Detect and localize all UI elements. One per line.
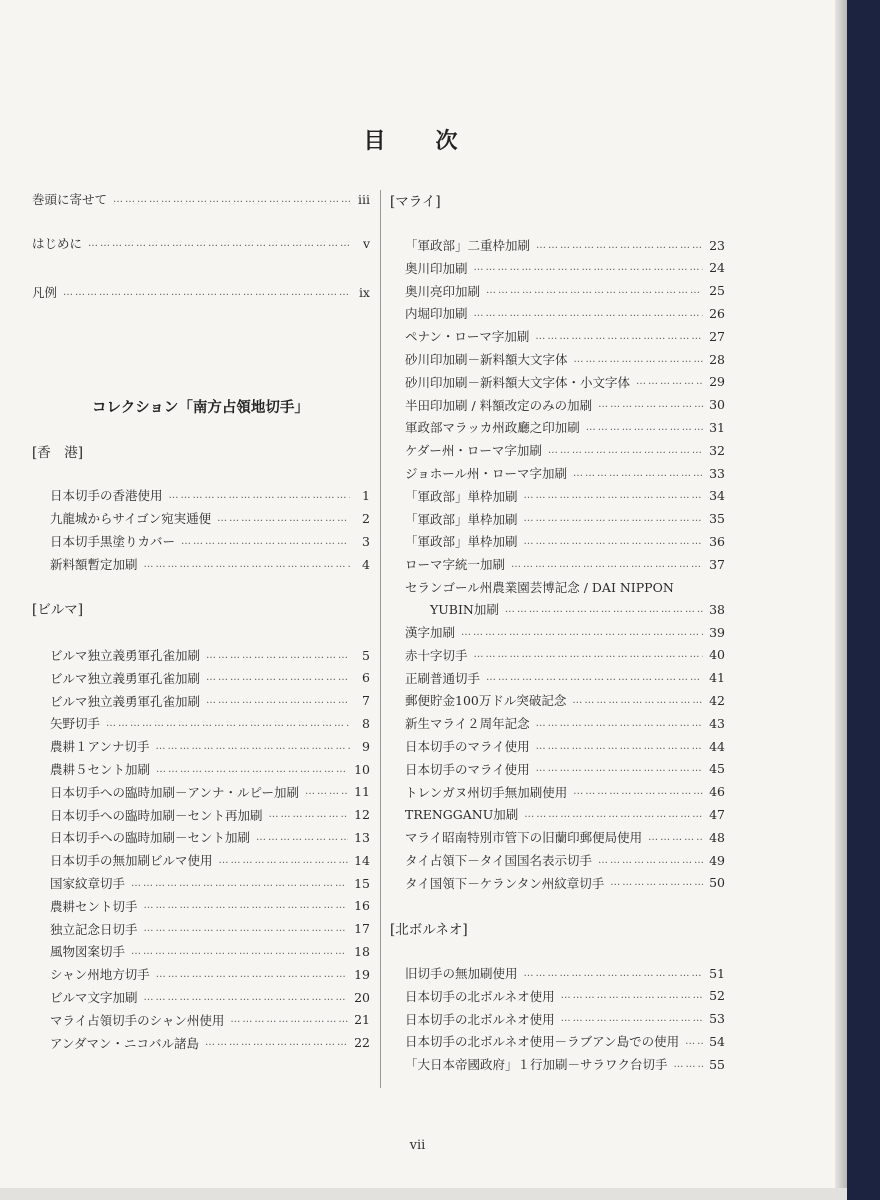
toc-entry <box>50 874 370 892</box>
toc-entry-title: 日本切手の北ボルネオ使用 <box>405 988 555 1004</box>
leader-dots <box>524 536 704 547</box>
leader-dots <box>169 490 350 501</box>
leader-dots <box>598 399 703 410</box>
toc-entry <box>405 418 725 436</box>
toc-entry-title: 日本切手の無加刷ビルマ使用 <box>50 853 213 869</box>
toc-entry <box>405 259 725 277</box>
toc-entry-page: 16 <box>354 898 370 914</box>
toc-entry <box>405 987 725 1005</box>
leader-dots <box>648 832 703 843</box>
toc-entry <box>50 988 370 1006</box>
leader-dots <box>574 354 704 365</box>
toc-entry-page: ix <box>358 284 370 300</box>
section-heading-burma: [ビルマ] <box>32 602 84 618</box>
collection-title: コレクション「南方占領地切手」 <box>92 399 309 416</box>
toc-entry-page: 54 <box>709 1033 725 1049</box>
toc-entry-page: 36 <box>709 533 725 549</box>
toc-entry-title: 郵便貯金100万ドル突破記念 <box>405 693 567 709</box>
leader-dots <box>572 695 703 706</box>
toc-entry <box>405 805 725 823</box>
toc-entry-page: 2 <box>362 510 370 526</box>
leader-dots <box>131 878 348 889</box>
toc-entry-title: 「軍政部」二重枠加刷 <box>405 238 531 253</box>
toc-entry-title: 独立記念日切手 <box>50 921 138 937</box>
toc-entry-title: 「軍政部」単枠加刷 <box>405 534 518 550</box>
toc-entry-title: 農耕１アンナ切手 <box>50 739 150 755</box>
toc-entry-page: 14 <box>354 852 370 868</box>
leader-dots <box>156 969 348 980</box>
toc-entry <box>50 692 370 710</box>
toc-entry-page: 17 <box>354 921 370 937</box>
toc-entry-page: 39 <box>709 624 725 640</box>
leader-dots <box>206 650 350 661</box>
toc-entry <box>405 691 725 709</box>
toc-entry-page: 28 <box>709 351 725 367</box>
toc-entry-title: ビルマ独立義勇軍孔雀加刷 <box>50 648 201 663</box>
leader-dots <box>536 240 703 251</box>
leader-dots <box>524 513 704 524</box>
toc-entry <box>405 1010 725 1028</box>
toc-entry <box>405 532 725 550</box>
toc-entry <box>50 783 370 801</box>
toc-entry-title: セランゴール州農業園芸博記念 / DAI NIPPON <box>405 580 674 595</box>
toc-entry-page: 6 <box>362 670 370 686</box>
toc-entry <box>405 623 725 641</box>
toc-entry-page: 49 <box>709 852 725 868</box>
page-title: 目 次 <box>363 128 472 154</box>
toc-entry-page: 23 <box>709 237 725 253</box>
toc-entry-page: 4 <box>362 556 370 572</box>
toc-entry-title: TRENGGANU加刷 <box>405 807 519 823</box>
toc-entry <box>50 509 370 527</box>
page-number: vii <box>409 1138 426 1153</box>
toc-entry-page: 20 <box>354 989 370 1005</box>
toc-entry-title: 奥川亮印加刷 <box>405 283 481 299</box>
leader-dots <box>205 1037 348 1048</box>
toc-entry <box>50 1034 370 1052</box>
toc-entry-page: 31 <box>709 419 725 435</box>
leader-dots <box>269 809 349 820</box>
toc-entry-page: 24 <box>709 260 725 276</box>
toc-entry-page: 1 <box>362 487 370 503</box>
toc-entry <box>405 373 725 391</box>
toc-entry-title: 日本切手の北ボルネオ使用－ラブアン島での使用 <box>405 1034 680 1050</box>
toc-entry <box>405 1032 725 1050</box>
toc-entry <box>405 851 725 869</box>
toc-entry <box>405 304 725 322</box>
toc-entry-title: はじめに <box>32 236 83 251</box>
toc-entry-page: 35 <box>709 511 725 527</box>
toc-entry <box>405 760 725 778</box>
toc-entry-page: 21 <box>354 1012 370 1028</box>
toc-entry-title: 日本切手のマライ使用 <box>405 761 530 777</box>
toc-entry <box>50 1011 370 1029</box>
leader-dots <box>598 855 703 866</box>
toc-entry <box>405 783 725 801</box>
toc-entry-title: マライ昭南特別市管下の旧蘭印郵便局使用 <box>405 830 643 846</box>
toc-entry-page: 25 <box>709 283 725 299</box>
toc-entry <box>50 942 370 960</box>
toc-entry-title: 「軍政部」単枠加刷 <box>405 488 518 504</box>
toc-entry <box>50 828 370 846</box>
toc-entry-title: 奥川印加刷 <box>405 260 468 276</box>
page-bottom-edge <box>0 1188 847 1200</box>
toc-entry-page: 13 <box>354 829 370 845</box>
toc-entry <box>405 964 725 982</box>
section-heading-hongkong: [香 港] <box>32 445 84 461</box>
toc-entry-title: 九龍城からサイゴン宛実逓便 <box>50 511 212 526</box>
leader-dots <box>181 536 350 547</box>
toc-entry-title: 日本切手への臨時加刷－セント加刷 <box>50 830 251 846</box>
toc-entry <box>50 714 370 732</box>
page-edge <box>835 0 847 1200</box>
toc-entry-title: 日本切手への臨時加刷－セント再加刷 <box>50 807 263 823</box>
leader-dots <box>88 238 350 249</box>
toc-entry-page: 5 <box>362 647 370 663</box>
toc-entry-title: 日本切手の香港使用 <box>50 488 163 503</box>
leader-dots <box>486 672 703 683</box>
toc-entry-page: 11 <box>354 784 370 800</box>
toc-entry-page: 30 <box>709 397 725 413</box>
leader-dots <box>674 1059 704 1070</box>
toc-entry-title: タイ国領下－ケランタン州紋章切手 <box>405 875 605 891</box>
leader-dots <box>685 1036 703 1047</box>
toc-entry-title: 日本切手への臨時加刷－アンナ・ルピー加刷 <box>50 784 300 800</box>
toc-entry <box>50 532 370 550</box>
toc-entry-title: 日本切手黒塗りカバー <box>50 534 176 549</box>
toc-entry-title: 国家紋章切手 <box>50 876 126 891</box>
toc-entry-title: ペナン・ローマ字加刷 <box>405 329 530 345</box>
toc-entry-title: 漢字加刷 <box>405 625 456 640</box>
toc-entry-page: 3 <box>362 533 370 549</box>
leader-dots <box>217 513 350 524</box>
toc-entry <box>405 396 725 414</box>
toc-entry <box>50 669 370 687</box>
toc-entry-page: v <box>362 235 370 251</box>
toc-entry-page: 45 <box>709 761 725 777</box>
leader-dots <box>524 809 703 820</box>
toc-entry-page: 55 <box>709 1056 725 1072</box>
toc-entry-title: ローマ字統一加刷 <box>405 557 506 573</box>
toc-entry <box>405 828 725 846</box>
leader-dots <box>474 649 704 660</box>
toc-entry-title: ビルマ独立義勇軍孔雀加刷 <box>50 670 201 686</box>
toc-entry <box>405 1055 725 1073</box>
toc-entry <box>405 510 725 528</box>
leader-dots <box>474 262 704 273</box>
leader-dots <box>536 763 703 774</box>
toc-entry <box>50 965 370 983</box>
toc-entry-page: 22 <box>354 1035 370 1051</box>
leader-dots <box>524 968 704 979</box>
toc-entry <box>32 234 370 252</box>
toc-entry-title: アンダマン・ニコバル諸島 <box>50 1035 200 1051</box>
toc-entry <box>50 851 370 869</box>
toc-entry-title: 風物図案切手 <box>50 944 126 960</box>
toc-entry <box>50 555 370 573</box>
section-heading-malaya: [マライ] <box>390 194 441 210</box>
leader-dots <box>573 786 703 797</box>
leader-dots <box>561 1013 703 1024</box>
toc-entry <box>405 464 725 482</box>
toc-entry-page: 7 <box>362 693 370 709</box>
toc-entry-title: 砂川印加刷－新料額大文字体 <box>405 352 568 367</box>
toc-entry <box>32 190 370 208</box>
toc-entry-page: 40 <box>709 647 725 663</box>
toc-entry-page: 34 <box>709 488 725 504</box>
toc-entry-page: 15 <box>354 875 370 891</box>
toc-entry <box>430 600 725 618</box>
toc-entry-title: 矢野切手 <box>50 716 101 732</box>
toc-entry-title: トレンガヌ州切手無加刷使用 <box>405 784 568 800</box>
toc-entry-title: 日本切手の北ボルネオ使用 <box>405 1011 555 1027</box>
leader-dots <box>256 832 348 843</box>
toc-entry-title: YUBIN加刷 <box>430 602 499 617</box>
toc-entry-title: 旧切手の無加刷使用 <box>405 966 518 981</box>
leader-dots <box>144 923 349 934</box>
leader-dots <box>474 308 704 319</box>
toc-entry-page: 47 <box>709 806 725 822</box>
toc-entry-page: 52 <box>709 988 725 1004</box>
leader-dots <box>505 604 703 615</box>
toc-entry-title: 正刷普通切手 <box>405 670 481 686</box>
toc-entry-title: マライ占領切手のシャン州使用 <box>50 1012 225 1028</box>
leader-dots <box>561 990 703 1001</box>
toc-entry-title: 新料額暫定加刷 <box>50 557 138 572</box>
leader-dots <box>535 331 703 342</box>
leader-dots <box>536 718 703 729</box>
toc-entry <box>405 441 725 459</box>
leader-dots <box>573 468 703 479</box>
toc-entry-title: ビルマ文字加刷 <box>50 990 138 1005</box>
toc-entry-title: 農耕セント切手 <box>50 898 138 914</box>
toc-entry-title: 巻頭に寄せて <box>32 192 108 207</box>
toc-entry <box>50 760 370 778</box>
toc-entry-page: 44 <box>709 738 725 754</box>
leader-dots <box>486 285 703 296</box>
toc-entry-page: 53 <box>709 1011 725 1027</box>
column-divider <box>380 190 381 1088</box>
toc-entry-title: ケダー州・ローマ字加刷 <box>405 443 542 459</box>
toc-entry-page: 8 <box>362 715 370 731</box>
toc-entry-page: 41 <box>709 670 725 686</box>
toc-entry-title: ジョホール州・ローマ字加刷 <box>405 466 568 481</box>
toc-entry <box>405 669 725 687</box>
leader-dots <box>524 490 704 501</box>
toc-entry-title: 凡例 <box>32 285 58 300</box>
toc-entry-title: 赤十字切手 <box>405 647 468 663</box>
toc-entry-title: 「大日本帝國政府」１行加刷－サラワク台切手 <box>405 1057 668 1073</box>
toc-entry-title: 日本切手のマライ使用 <box>405 739 530 754</box>
leader-dots <box>63 287 350 298</box>
leader-dots <box>305 786 348 797</box>
toc-entry-page: 46 <box>709 784 725 800</box>
leader-dots <box>156 764 348 775</box>
toc-entry-page: 26 <box>709 305 725 321</box>
toc-entry-page: 32 <box>709 442 725 458</box>
leader-dots <box>230 1014 348 1025</box>
leader-dots <box>461 627 703 638</box>
leader-dots <box>113 194 350 205</box>
leader-dots <box>636 376 703 387</box>
toc-entry <box>405 874 725 892</box>
toc-entry-page: 29 <box>709 374 725 390</box>
toc-entry-page: 10 <box>354 761 370 777</box>
toc-entry-title: 農耕５セント加刷 <box>50 762 151 777</box>
toc-entry-page: 27 <box>709 328 725 344</box>
leader-dots <box>536 741 703 752</box>
toc-entry <box>405 350 725 368</box>
section-heading-north-borneo: [北ボルネオ] <box>390 922 468 938</box>
toc-entry-title: 軍政部マラッカ州政廳之印加刷 <box>405 420 580 436</box>
leader-dots <box>131 946 348 957</box>
toc-entry <box>50 897 370 915</box>
toc-entry <box>405 714 725 732</box>
toc-entry-page: 12 <box>354 807 370 823</box>
toc-entry-page: 51 <box>709 965 725 981</box>
toc-entry-page: 42 <box>709 692 725 708</box>
toc-entry-page: 9 <box>362 738 370 754</box>
leader-dots <box>511 559 703 570</box>
toc-entry-page: 50 <box>709 875 725 891</box>
toc-entry <box>50 806 370 824</box>
leader-dots <box>586 422 703 433</box>
toc-entry <box>405 646 725 664</box>
toc-entry-page: 43 <box>709 715 725 731</box>
toc-entry <box>405 737 725 755</box>
toc-entry-title: 内堀印加刷 <box>405 306 468 322</box>
toc-entry-page: 38 <box>709 601 725 617</box>
leader-dots <box>548 445 703 456</box>
toc-entry-title: 砂川印加刷－新料額大文字体・小文字体 <box>405 374 631 390</box>
toc-entry-page: 37 <box>709 556 725 572</box>
toc-entry-title: 半田印加刷 / 料額改定のみの加刷 <box>405 397 593 413</box>
leader-dots <box>219 855 349 866</box>
leader-dots <box>156 741 350 752</box>
leader-dots <box>610 877 703 888</box>
leader-dots <box>144 900 349 911</box>
toc-entry-title: 新生マライ２周年記念 <box>405 716 530 732</box>
leader-dots <box>106 718 350 729</box>
toc-entry-page: 18 <box>354 943 370 959</box>
toc-entry <box>405 236 725 254</box>
toc-entry <box>50 486 370 504</box>
toc-entry <box>405 282 725 300</box>
toc-entry-title: タイ占領下－タイ国国名表示切手 <box>405 853 593 868</box>
toc-entry-page: iii <box>358 191 370 207</box>
leader-dots <box>144 559 350 570</box>
leader-dots <box>206 672 350 683</box>
toc-entry-page: 19 <box>354 966 370 982</box>
toc-entry-title: ビルマ独立義勇軍孔雀加刷 <box>50 693 201 709</box>
toc-entry <box>405 555 725 573</box>
toc-entry-title: 「軍政部」単枠加刷 <box>405 511 518 527</box>
toc-entry <box>50 920 370 938</box>
toc-entry <box>32 283 370 301</box>
toc-entry <box>405 487 725 505</box>
toc-entry <box>405 327 725 345</box>
toc-entry-title: シャン州地方切手 <box>50 967 150 983</box>
toc-entry <box>50 646 370 664</box>
leader-dots <box>206 695 350 706</box>
leader-dots <box>144 992 349 1003</box>
toc-entry-page: 33 <box>709 465 725 481</box>
toc-entry-page: 48 <box>709 829 725 845</box>
toc-entry <box>50 737 370 755</box>
